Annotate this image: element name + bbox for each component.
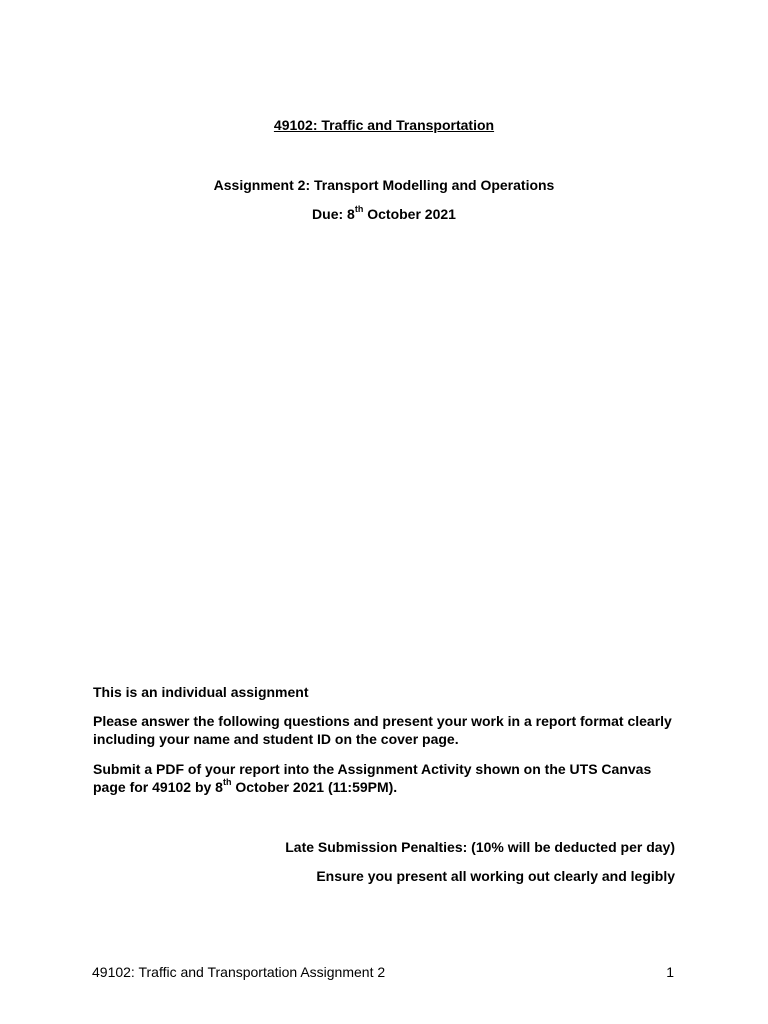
due-date-ordinal: th (354, 204, 364, 215)
individual-assignment-note: This is an individual assignment (93, 684, 309, 700)
course-title-text: 49102: Traffic and Transportation (273, 117, 495, 133)
assignment-title: Assignment 2: Transport Modelling and Operations (213, 177, 555, 193)
due-date-suffix: October 2021 (363, 206, 456, 222)
footer-title: 49102: Traffic and Transportation Assignment 2 (92, 964, 386, 980)
submission-prefix: Submit a PDF of your report into the Assignment Activity shown on the UTS Canvas page for 49102 by 8 (93, 761, 652, 795)
page-number: 1 (666, 964, 674, 980)
course-title (0, 116, 768, 134)
due-date (0, 205, 768, 223)
due-date-prefix: Due: 8 (312, 206, 355, 222)
working-out-note: Ensure you present all working out clearly and legibly (316, 868, 675, 884)
submission-ordinal: th (222, 777, 232, 788)
submission-paragraph (93, 760, 683, 796)
instructions-paragraph: Please answer the following questions and present your work in a report format clearly including your name and student ID on the cover page. (93, 713, 672, 747)
submission-suffix: October 2021 (11:59PM). (231, 779, 398, 795)
late-penalties-note: Late Submission Penalties: (10% will be deducted per day) (285, 839, 675, 855)
